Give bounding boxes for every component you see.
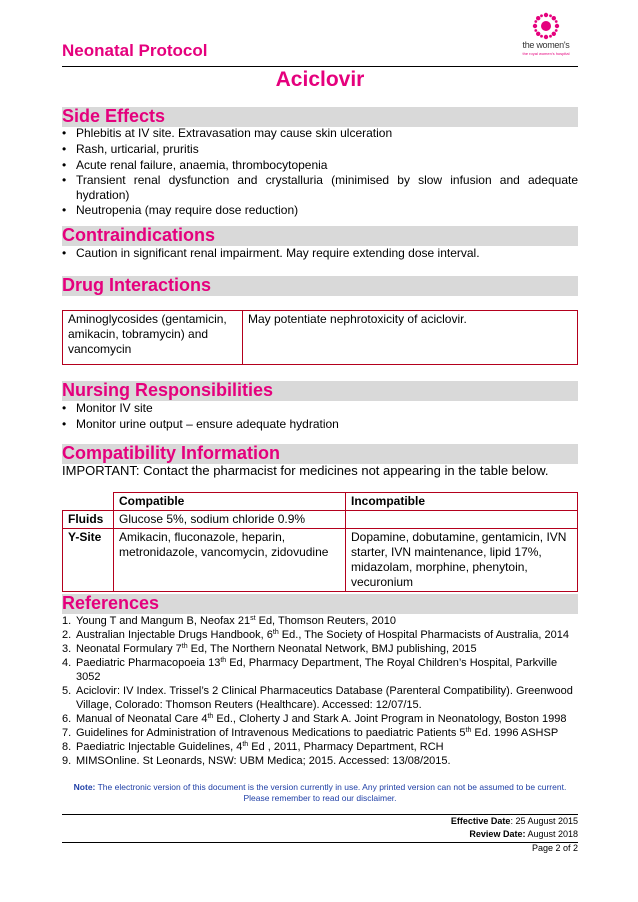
note-line-1: The electronic version of this document is the version currently in use. Any printed version can not be assumed to be current. [95, 782, 567, 792]
reference-item: 8. Paediatric Injectable Guidelines, 4th Ed , 2011, Pharmacy Department, RCH [62, 741, 444, 753]
document-title: Aciclovir [275, 68, 365, 91]
section-side-effects [62, 107, 578, 127]
compatibility-important-note: IMPORTANT: Contact the pharmacist for medicines not appearing in the table below. [62, 463, 549, 478]
hospital-logo [515, 12, 577, 58]
interaction-drug: Aminoglycosides (gentamicin, amikacin, tobramycin) and vancomycin [63, 311, 243, 365]
reference-item: 1. Young T and Mangum B, Neofax 21st Ed, Thomson Reuters, 2010 [62, 615, 396, 627]
col-incompatible-header: Incompatible [346, 493, 578, 511]
section-nursing [62, 381, 578, 401]
reference-item: 6. Manual of Neonatal Care 4th Ed., Cloherty J and Stark A. Joint Program in Neonatology, Boston 1998 [62, 713, 567, 725]
section-heading: Drug Interactions [62, 275, 212, 295]
compatibility-table [62, 492, 578, 592]
reference-item: 4. Paediatric Pharmacopoeia 13th Ed, Pharmacy Department, The Royal Children’s Hospital, Parkville 3052 [62, 657, 558, 683]
contraindications-list [62, 246, 578, 262]
row-label: Fluids [63, 511, 114, 529]
interactions-table [62, 310, 578, 365]
reference-item: 5. Aciclovir: IV Index. Trissel’s 2 Clinical Pharmaceutics Database (Parenteral Compatibility). Greenwood Village, Colorado: Thomson Reuters (Healthcare). Accessed: 12/07/15. [62, 685, 573, 711]
list-item: • Acute renal failure, anaemia, thrombocytopenia [62, 158, 578, 172]
compatible-cell: Amikacin, fluconazole, heparin, metronidazole, vancomycin, zidovudine [114, 529, 346, 592]
section-compatibility [62, 444, 578, 464]
list-item: • Monitor IV site [62, 401, 578, 415]
section-references [62, 594, 578, 614]
page-number: Page 2 of 2 [531, 843, 578, 853]
review-date: Review Date: August 2018 [469, 829, 578, 839]
incompatible-cell: Dopamine, dobutamine, gentamicin, IVN starter, IVN maintenance, lipid 17%, midazolam, morphine, phenytoin, vecuronium [346, 529, 578, 592]
reference-item: 9. MIMSOnline. St Leonards, NSW: UBM Medica; 2015. Accessed: 13/08/2015. [62, 755, 451, 767]
section-contraindications [62, 226, 578, 246]
reference-item: 2. Australian Injectable Drugs Handbook, 6th Ed., The Society of Hospital Pharmacists of Australia, 2014 [62, 629, 569, 641]
header-rule [62, 66, 578, 67]
disclaimer-note [62, 782, 578, 804]
list-item: • Monitor urine output – ensure adequate hydration [62, 417, 578, 431]
interaction-effect: May potentiate nephrotoxicity of aciclovir. [243, 311, 578, 365]
side-effects-list [62, 126, 578, 219]
list-item: • Neutropenia (may require dose reduction) [62, 203, 578, 217]
logo-subtitle: the royal women's hospital [522, 51, 570, 56]
nursing-list [62, 401, 578, 433]
note-label: Note: [73, 782, 96, 792]
section-heading: Nursing Responsibilities [62, 380, 274, 400]
incompatible-cell [346, 511, 578, 529]
table-corner [63, 493, 114, 511]
table-row [63, 511, 578, 529]
section-heading: Side Effects [62, 106, 166, 126]
table-row [63, 529, 578, 592]
section-heading: References [62, 593, 160, 613]
protocol-label: Neonatal Protocol [62, 41, 208, 60]
references-list [62, 614, 578, 768]
section-drug-interactions [62, 276, 578, 296]
section-heading: Compatibility Information [62, 443, 280, 463]
list-item: • Rash, urticarial, pruritis [62, 142, 578, 156]
reference-item: 7. Guidelines for Administration of Intravenous Medications to paediatric Patients 5th Ed. 1996 ASHSP [62, 727, 559, 739]
row-label: Y-Site [63, 529, 114, 592]
logo-name: the women's [522, 40, 570, 50]
list-item: • Transient renal dysfunction and crystalluria (minimised by slow infusion and adequate hydration) [62, 173, 578, 202]
footer-rule-1 [62, 814, 578, 815]
compatible-cell: Glucose 5%, sodium chloride 0.9% [114, 511, 346, 529]
reference-item: 3. Neonatal Formulary 7th Ed, The Northern Neonatal Network, BMJ publishing, 2015 [62, 643, 477, 655]
footer-rule-2 [62, 842, 578, 843]
section-heading: Contraindications [62, 225, 216, 245]
effective-date: Effective Date: 25 August 2015 [450, 816, 578, 826]
col-compatible-header: Compatible [114, 493, 346, 511]
list-item: • Phlebitis at IV site. Extravasation may cause skin ulceration [62, 126, 578, 140]
note-line-2: Please remember to read our disclaimer. [243, 793, 397, 803]
flower-logo-icon [532, 12, 560, 40]
list-item: • Caution in significant renal impairment. May require extending dose interval. [62, 246, 578, 260]
